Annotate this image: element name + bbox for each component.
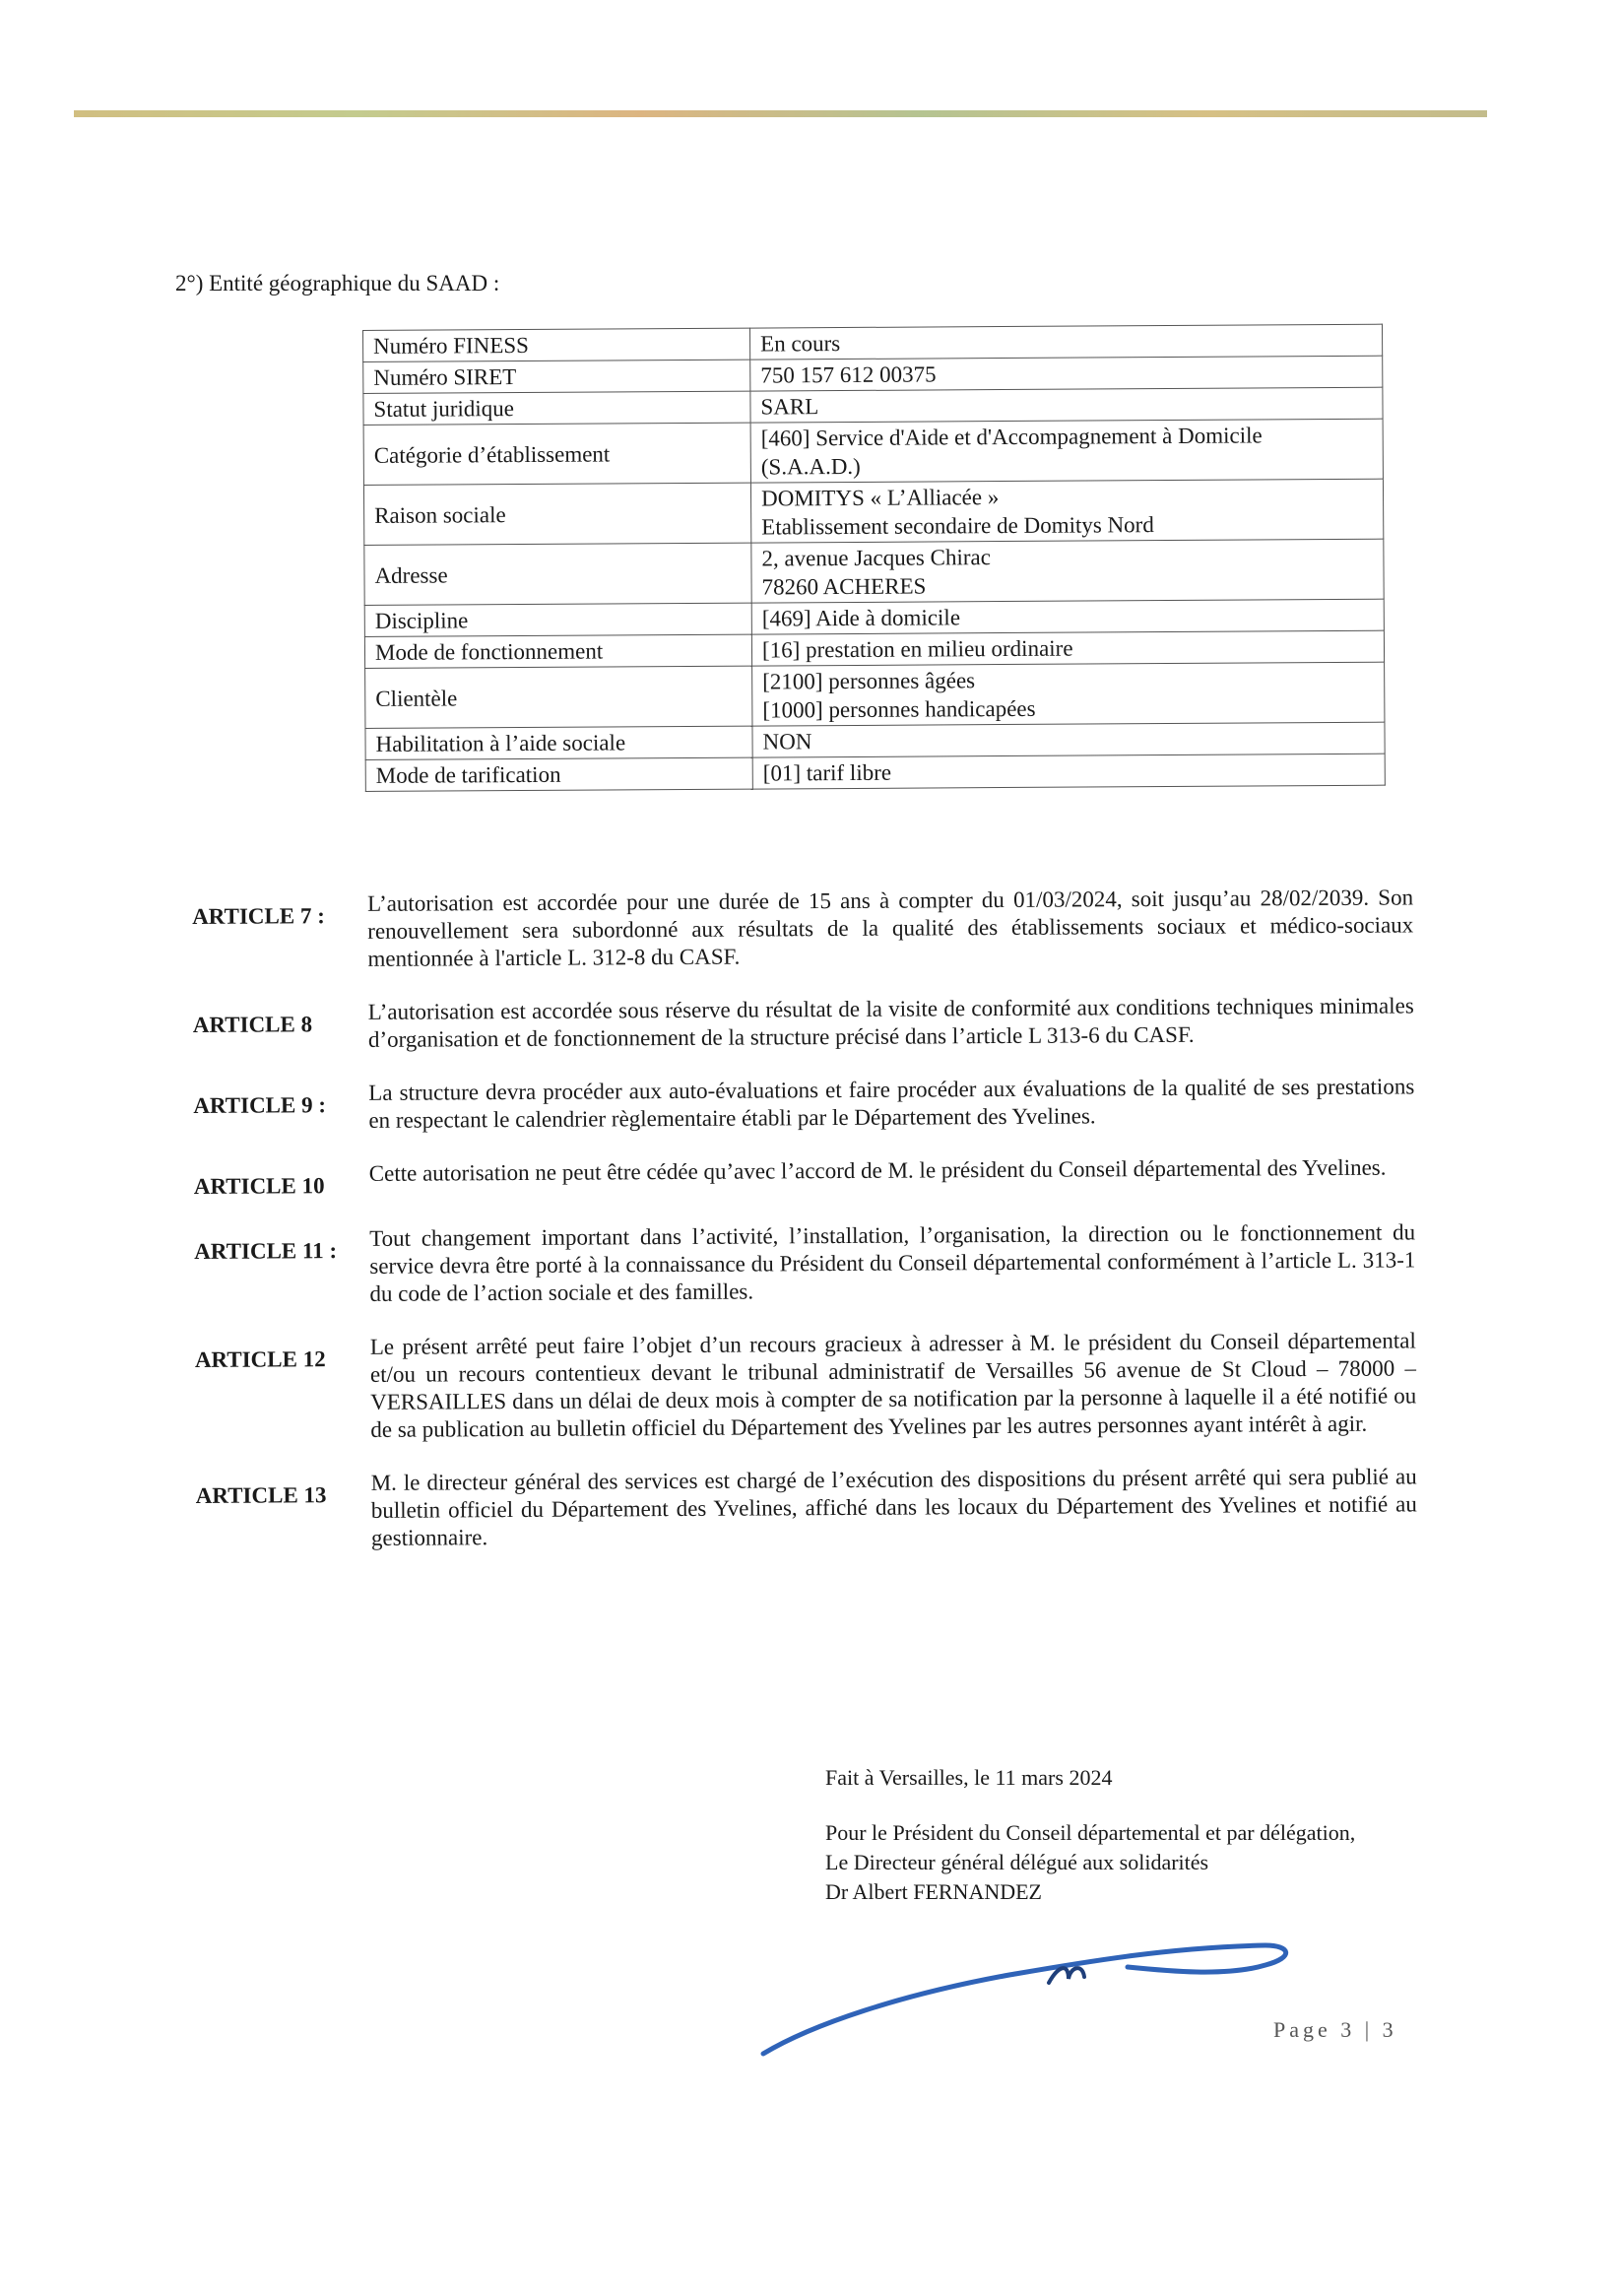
article-label: ARTICLE 8 [192, 1012, 313, 1037]
table-row [364, 539, 1384, 605]
row-label: Discipline [364, 603, 751, 636]
establishment-info-table [362, 324, 1386, 792]
row-value-line: SARL [760, 394, 819, 420]
row-value [750, 419, 1383, 483]
article [193, 992, 1414, 1055]
article-text: Tout changement important dans l’activité, l’installation, l’organisation, la direction ou le fonctionnement du service devra être porté à la connaissance du Président du Conseil départemental conformément à l’article L. 313-1 du code de l’action sociale et des familles. [369, 1219, 1416, 1306]
table-row [363, 479, 1383, 545]
row-label: Numéro SIRET [363, 360, 750, 393]
article [196, 1463, 1417, 1553]
row-label: Raison sociale [363, 483, 750, 545]
row-value [751, 539, 1384, 603]
row-value-line: [469] Aide à domicile [761, 605, 961, 631]
row-value-line: [01] tarif libre [762, 759, 892, 786]
row-value-line: [460] Service d'Aide et d'Accompagnement à Domicile [760, 423, 1263, 451]
row-value-line: NON [762, 729, 812, 754]
article-label: ARTICLE 12 [194, 1346, 326, 1372]
article-label: ARTICLE 7 : [192, 903, 325, 929]
signature-line-1: Pour le Président du Conseil départemental et par délégation, [825, 1820, 1356, 1845]
row-label: Mode de fonctionnement [364, 634, 751, 668]
handwritten-signature [753, 1906, 1305, 2073]
signature-block [825, 1763, 1377, 1907]
row-value-line: (S.A.A.D.) [760, 453, 861, 480]
articles-list [192, 884, 1417, 1579]
article [192, 884, 1413, 974]
row-value-line: [2100] personnes âgées [762, 668, 976, 694]
row-value [750, 479, 1383, 543]
signature-line-2: Le Directeur général délégué aux solidarités [825, 1850, 1209, 1874]
table-row [363, 419, 1383, 485]
article-label: ARTICLE 13 [195, 1482, 327, 1508]
row-value-line: 750 157 612 00375 [760, 361, 937, 388]
article-text: La structure devra procéder aux auto-évaluations et faire procéder aux évaluations de la qualité de ses prestations en respectant le calendrier règlementaire établi par le Département des Yvelines. [368, 1074, 1415, 1133]
row-value-line: 78260 ACHERES [761, 573, 927, 600]
row-value [752, 662, 1385, 726]
article [194, 1153, 1415, 1201]
row-value [750, 356, 1383, 391]
article-label: ARTICLE 9 : [193, 1092, 327, 1118]
row-label: Adresse [364, 543, 751, 605]
row-label: Numéro FINESS [363, 328, 750, 361]
row-value-line: En cours [760, 331, 841, 357]
row-value [751, 630, 1384, 666]
row-value-line: 2, avenue Jacques Chirac [761, 545, 991, 571]
article [194, 1218, 1415, 1309]
row-label: Statut juridique [363, 391, 750, 425]
row-value [749, 324, 1382, 360]
signature-date-line: Fait à Versailles, le 11 mars 2024 [825, 1765, 1113, 1790]
row-label: Habilitation à l’aide sociale [365, 726, 752, 759]
row-value-line: [16] prestation en milieu ordinaire [761, 635, 1073, 663]
article-text: L’autorisation est accordée sous réserve du résultat de la visite de conformité aux conditions techniques minimales d’organisation et de fonctionnement de la structure précisé dans l’article L 313-6 du CASF. [367, 993, 1414, 1052]
row-value [752, 754, 1385, 789]
article-text: Cette autorisation ne peut être cédée qu’avec l’accord de M. le président du Conseil départemental des Yvelines. [368, 1154, 1387, 1186]
table-row [365, 754, 1385, 791]
article-label: ARTICLE 10 [193, 1173, 325, 1199]
row-value-line: DOMITYS « L’Alliacée » [760, 485, 1000, 511]
header-decorative-band [74, 110, 1487, 117]
row-value-line: Etablissement secondaire de Domitys Nord [761, 512, 1154, 540]
row-label: Clientèle [365, 666, 752, 728]
article [193, 1073, 1414, 1136]
row-value [751, 599, 1384, 634]
row-value-line: [1000] personnes handicapées [762, 695, 1036, 723]
article-text: Le présent arrêté peut faire l’objet d’un recours gracieux à adresser à M. le président du Conseil départemental et/ou un recours contentieux devant le tribunal administratif de Versailles 56 avenue de St Cloud – 78000 – VERSAILLES dans un délai de deux mois à compter de sa notification par la personne à laquelle il a été notifié ou de sa publication au bulletin officiel du Département des Yvelines par les autres personnes ayant intérêt à agir. [369, 1328, 1417, 1442]
article [195, 1327, 1417, 1445]
row-value [752, 722, 1385, 757]
article-label: ARTICLE 11 : [194, 1238, 338, 1264]
article-text: M. le directeur général des services est chargé de l’exécution des dispositions du présent arrêté qui sera publié au bulletin officiel du Département des Yvelines, affiché dans les locaux du Département des Yvelines et notifié au gestionnaire. [370, 1464, 1417, 1550]
page-number: Page 3 | 3 [1273, 2017, 1397, 2042]
row-value [750, 387, 1383, 423]
row-label: Mode de tarification [365, 757, 752, 791]
table-row [365, 662, 1385, 728]
row-label: Catégorie d’établissement [363, 423, 750, 485]
article-text: L’autorisation est accordée pour une durée de 15 ans à compter du 01/03/2024, soit jusqu’au 28/02/2039. Son renouvellement sera subordonné aux résultats de la qualité des établissements sociaux et médico-sociaux mentionnée à l'article L. 312-8 du CASF. [367, 885, 1414, 971]
signature-line-3: Dr Albert FERNANDEZ [825, 1879, 1042, 1904]
section-title: 2°) Entité géographique du SAAD : [175, 271, 500, 295]
